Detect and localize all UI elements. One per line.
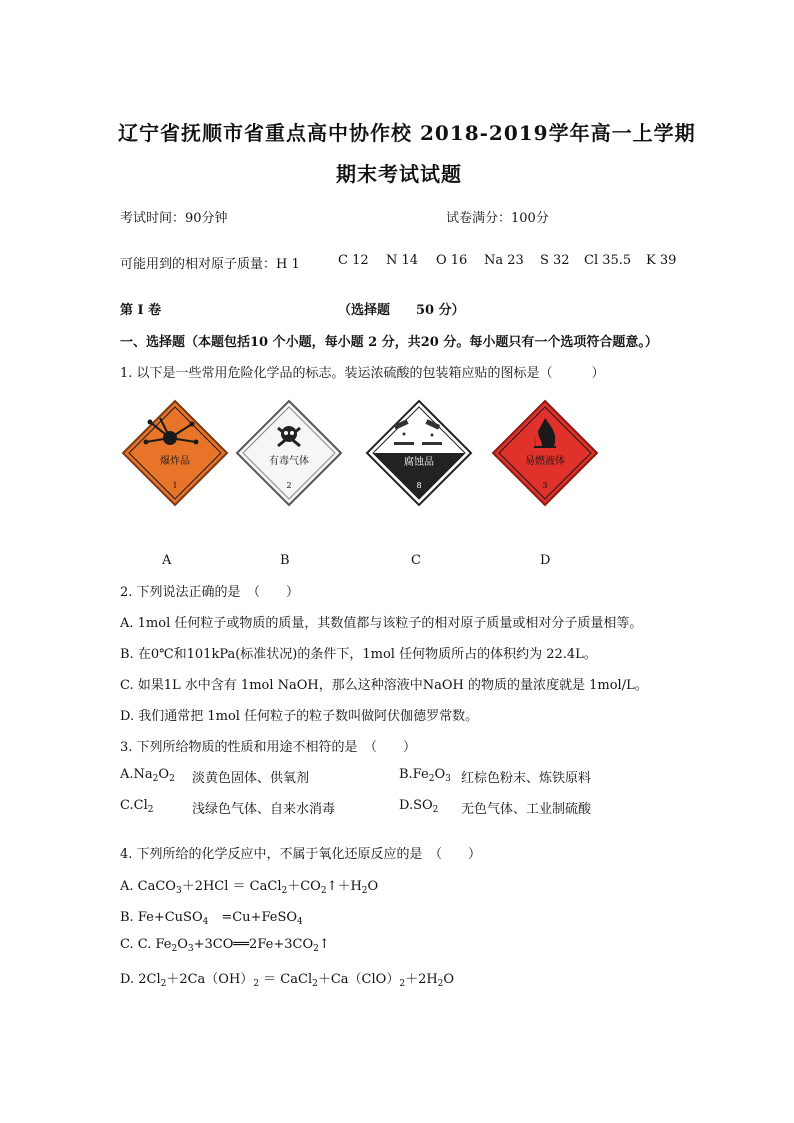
- page-title-line2: 期末考试试题: [336, 162, 462, 186]
- q2-option-b: B. 在0℃和101kPa(标准状况)的条件下，1mol 任何物质所占的体积约为 22.4L。: [120, 647, 597, 662]
- q4-stem: 4. 下列所给的化学反应中，不属于氧化还原反应的是 （ ）: [120, 847, 482, 862]
- q4-option-a: A. CaCO$_3$＋2HCl ＝ $CaCl_2+CO_2↑+H_2O$: [120, 879, 379, 896]
- corrosive-sign-text: 腐蚀品: [404, 457, 434, 468]
- q4-option-c: C. C. $Fe_2O_3+3CO══2Fe+3CO_2↑$: [120, 937, 330, 954]
- atomic-mass-s: S 32: [540, 253, 570, 268]
- page-title-line1: 辽宁省抚顺市省重点高中协作校 2018-2019学年高一上学期: [118, 121, 696, 145]
- atomic-mass-n: N 14: [386, 253, 419, 268]
- q2-stem: 2. 下列说法正确的是 （ ）: [120, 585, 300, 600]
- q3-option-d-desc: 无色气体、工业制硫酸: [461, 802, 592, 817]
- sign-label-a: A: [162, 553, 172, 568]
- atomic-mass-c: C 12: [338, 253, 369, 268]
- flammable-liquid-sign-class: 3: [542, 481, 548, 490]
- flammable-liquid-sign-text: 易燃液体: [525, 456, 565, 467]
- q3-option-b-desc: 红棕色粉末、炼铁原料: [461, 771, 592, 786]
- section-heading: 一、选择题（本题包括10 个小题，每小题 2 分，共20 分。每小题只有一个选项符合题意。）: [120, 335, 658, 350]
- toxic-gas-sign: [234, 398, 344, 508]
- sign-label-b: B: [280, 553, 290, 568]
- corrosive-sign: [364, 398, 474, 508]
- atomic-mass-cl: Cl 35.5: [584, 253, 632, 268]
- q3-option-c-desc: 浅绿色气体、自来水消毒: [192, 802, 336, 817]
- q3-option-c-formula: $C.Cl_2$: [120, 798, 154, 815]
- explosive-sign-class: 1: [172, 481, 178, 490]
- explosive-sign: [120, 398, 230, 508]
- q3-stem: 3. 下列所给物质的性质和用途不相符的是 （ ）: [120, 740, 417, 755]
- atomic-mass-label: 可能用到的相对原子质量：H 1: [120, 257, 300, 272]
- q3-option-d-formula: $D.SO_2$: [399, 798, 439, 815]
- atomic-mass-k: K 39: [646, 253, 677, 268]
- atomic-mass-o: O 16: [436, 253, 468, 268]
- sign-label-c: C: [411, 553, 421, 568]
- corrosive-sign-class: 8: [416, 481, 422, 490]
- q4-option-b: B. Fe+CuSO$_4$ =Cu+FeSO$_4$: [120, 910, 303, 927]
- q2-option-c: C. 如果1L 水中含有 1mol NaOH，那么这种溶液中NaOH 的物质的量浓度就是 1mol/L。: [120, 678, 648, 693]
- flammable-liquid-sign: [490, 398, 600, 508]
- exam-time: 考试时间：90分钟: [120, 211, 228, 226]
- volume-name: 第 I 卷: [120, 303, 162, 318]
- q1-stem: 1. 以下是一些常用危险化学品的标志。装运浓硫酸的包装箱应贴的图标是（ ）: [120, 366, 605, 381]
- q4-option-d: D. $2Cl_2+2Ca(OH)_2$ ＝ $CaCl_2+Ca(ClO)_2+2H_2O$: [120, 972, 455, 989]
- exam-full-score: 试卷满分：100分: [446, 211, 549, 226]
- q2-option-a: A. 1mol 任何粒子或物质的质量，其数值都与该粒子的相对原子质量或相对分子质量相等。: [120, 616, 643, 631]
- explosive-sign-text: 爆炸品: [160, 456, 190, 467]
- sign-label-d: D: [540, 553, 551, 568]
- toxic-gas-sign-class: 2: [286, 481, 292, 490]
- q2-option-d: D. 我们通常把 1mol 任何粒子的粒子数叫做阿伏伽德罗常数。: [120, 709, 479, 724]
- toxic-gas-sign-text: 有毒气体: [269, 456, 309, 467]
- q3-option-a-formula: $A.Na_2O_2$: [120, 767, 175, 784]
- q3-option-b-formula: $B.Fe_2O_3$: [399, 767, 451, 784]
- volume-type: （选择题 50 分）: [338, 303, 465, 318]
- atomic-mass-na: Na 23: [484, 253, 524, 268]
- q3-option-a-desc: 淡黄色固体、供氧剂: [192, 771, 310, 786]
